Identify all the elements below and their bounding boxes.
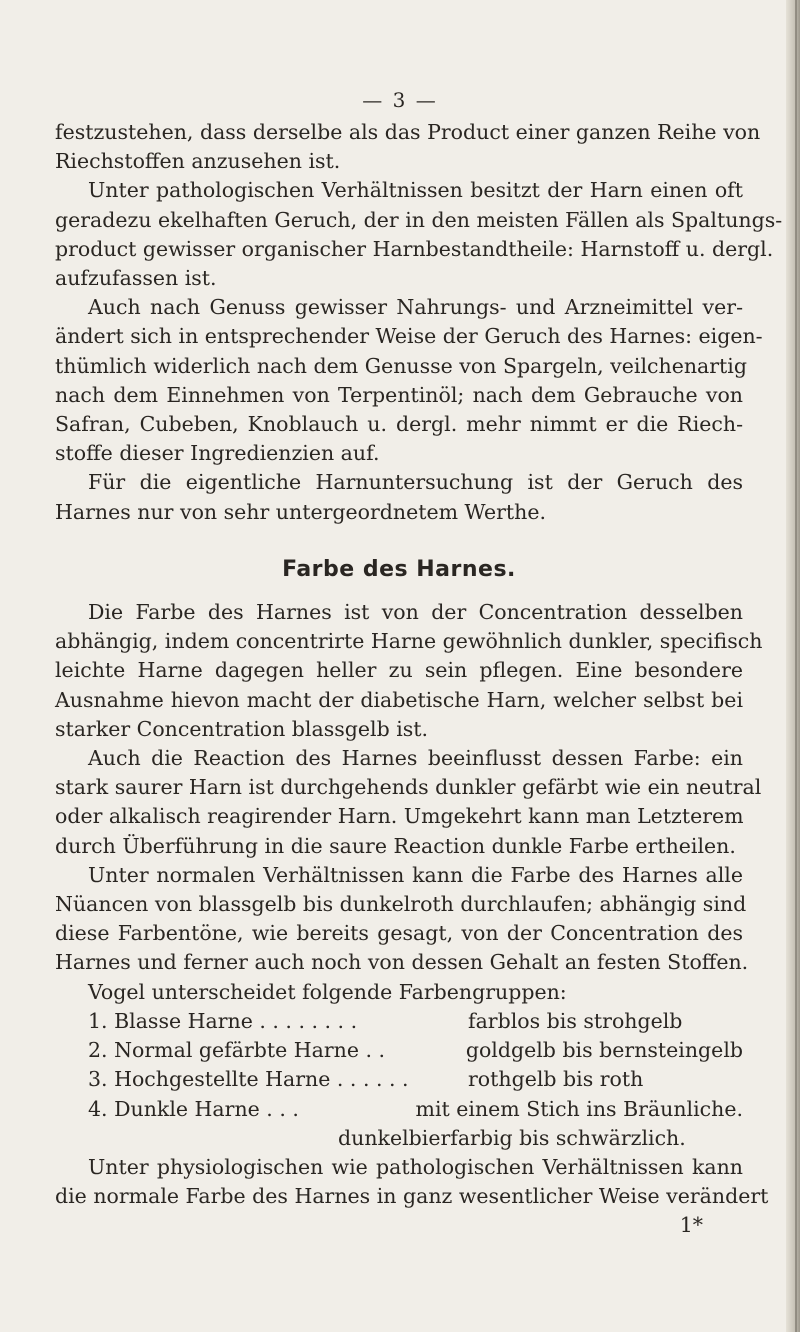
line: Auch die Reaction des Harnes beeinflusst dessen Farbe: ein bbox=[88, 746, 743, 771]
line: leichte Harne dagegen heller zu sein pflegen. Eine besondere bbox=[55, 658, 743, 683]
line: Für die eigentliche Harnuntersuchung ist der Geruch des bbox=[88, 470, 743, 495]
line: abhängig, indem concentrirte Harne gewöhnlich dunkler, specifisch bbox=[55, 629, 763, 654]
paragraph-3 bbox=[55, 293, 763, 468]
group-value: goldgelb bis bernsteingelb bbox=[465, 1038, 743, 1063]
line: Safran, Cubeben, Knoblauch u. dergl. mehr nimmt er die Riech- bbox=[55, 412, 743, 437]
color-group-list bbox=[55, 1007, 743, 1153]
line: Auch nach Genuss gewisser Nahrungs- und Arzneimittel ver- bbox=[88, 295, 743, 320]
line: Unter normalen Verhältnissen kann die Farbe des Harnes alle bbox=[88, 862, 743, 887]
line: Nüancen von blassgelb bis dunkelroth durchlaufen; abhängig sind bbox=[55, 892, 747, 917]
line: product gewisser organischer Harnbestandtheile: Harnstoff u. dergl. bbox=[55, 236, 774, 261]
line: thümlich widerlich nach dem Genusse von Spargeln, veilchenartig bbox=[55, 353, 747, 378]
group-name: 2. Normal gefärbte Harne . . bbox=[88, 1038, 386, 1063]
paragraph-7 bbox=[55, 861, 749, 978]
paragraph-2 bbox=[55, 176, 783, 293]
line: Unter physiologischen wie pathologischen Verhältnissen kann bbox=[88, 1154, 743, 1179]
list-item bbox=[55, 1095, 743, 1124]
line: Riechstoffen anzusehen ist. bbox=[55, 149, 341, 174]
line: stoffe dieser Ingredienzien auf. bbox=[55, 441, 380, 466]
group-value: farblos bis strohgelb bbox=[468, 1008, 683, 1033]
line: stark saurer Harn ist durchgehends dunkler gefärbt wie ein neutral bbox=[55, 775, 762, 800]
line: Ausnahme hievon macht der diabetische Harn, welcher selbst bei bbox=[55, 687, 743, 712]
line: die normale Farbe des Harnes in ganz wesentlicher Weise verändert bbox=[55, 1184, 769, 1209]
line: Harnes nur von sehr untergeordnetem Werthe. bbox=[55, 499, 546, 524]
group-value: mit einem Stich ins Bräunliche. bbox=[415, 1096, 743, 1121]
line: starker Concentration blassgelb ist. bbox=[55, 716, 429, 741]
list-item bbox=[55, 1036, 743, 1065]
line: Die Farbe des Harnes ist von der Concentration desselben bbox=[88, 600, 743, 625]
line: ändert sich in entsprechender Weise der Geruch des Harnes: eigen- bbox=[55, 324, 763, 349]
paragraph-5 bbox=[55, 598, 763, 744]
page-number: — 3 — bbox=[362, 88, 438, 112]
group-value: dunkelbierfarbig bis schwärzlich. bbox=[338, 1125, 686, 1150]
paragraph-6 bbox=[55, 744, 762, 861]
paragraph-4 bbox=[55, 468, 743, 526]
list-item bbox=[55, 1007, 743, 1036]
line: diese Farbentöne, wie bereits gesagt, von der Concentration des bbox=[55, 921, 743, 946]
line: aufzufassen ist. bbox=[55, 266, 217, 291]
group-name: 1. Blasse Harne . . . . . . . . bbox=[88, 1008, 358, 1033]
paragraph-9 bbox=[55, 1153, 769, 1211]
line: Harnes und ferner auch noch von dessen Gehalt an festen Stoffen. bbox=[55, 950, 749, 975]
list-item-continuation bbox=[55, 1124, 743, 1153]
line: durch Überführung in die saure Reaction dunkle Farbe ertheilen. bbox=[55, 833, 736, 858]
line: Unter pathologischen Verhältnissen besitzt der Harn einen oft bbox=[88, 178, 743, 203]
line: festzustehen, dass derselbe als das Product einer ganzen Reihe von bbox=[55, 120, 761, 144]
group-name: 3. Hochgestellte Harne . . . . . . bbox=[88, 1067, 409, 1092]
paragraph-8 bbox=[55, 978, 743, 1007]
signature-mark: 1* bbox=[679, 1213, 703, 1238]
paragraph-1 bbox=[55, 118, 761, 176]
line: nach dem Einnehmen von Terpentinöl; nach dem Gebrauche von bbox=[55, 382, 743, 407]
section-heading: Farbe des Harnes. bbox=[282, 556, 516, 582]
body-text bbox=[55, 118, 783, 1241]
list-item bbox=[55, 1065, 743, 1094]
group-name: 4. Dunkle Harne . . . bbox=[88, 1096, 299, 1121]
line: oder alkalisch reagirender Harn. Umgekehrt kann man Letzterem bbox=[55, 804, 744, 829]
page-edge bbox=[786, 0, 800, 1332]
line: Vogel unterscheidet folgende Farbengruppen: bbox=[88, 979, 567, 1004]
line: geradezu ekelhaften Geruch, der in den meisten Fällen als Spaltungs- bbox=[55, 207, 783, 232]
group-value: rothgelb bis roth bbox=[468, 1067, 644, 1092]
